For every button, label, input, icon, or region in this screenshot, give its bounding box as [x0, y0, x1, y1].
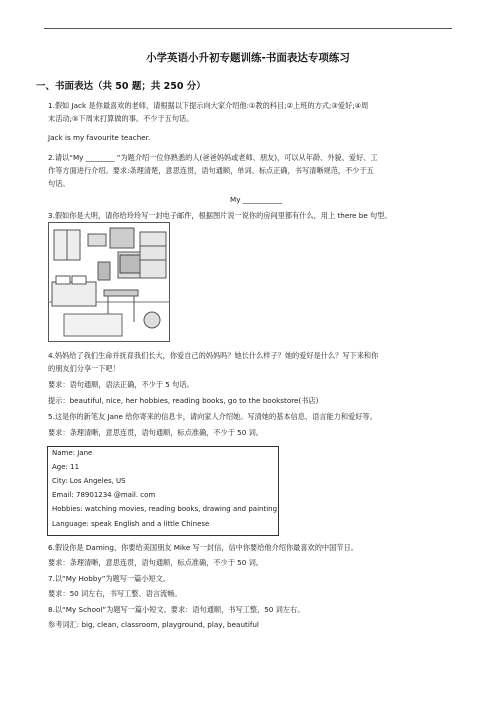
q2-line3: 句话。	[48, 179, 70, 188]
q8-reference-words: 参考词汇: big, clean, classroom, playground, play, beautiful	[48, 620, 259, 629]
q1-start-sentence: Jack is my favourite teacher.	[48, 133, 151, 142]
q6-line1: 6.假设你是 Daming，你要给美国朋友 Mike 写一封信，信中你要给他介绍你最喜欢的中国节日。	[48, 543, 358, 552]
card-age: Age: 11	[52, 463, 80, 471]
q5-requirement: 要求：条理清晰，意思连贯，语句通顺，标点准确，不少于 50 词。	[48, 428, 263, 437]
q7-line1: 7.以“My Hobby”为题写一篇小短文。	[48, 574, 171, 583]
q4-requirement: 要求：语句通顺，语法正确，不少于 5 句话。	[48, 380, 194, 389]
q4-line1: 4.妈妈给了我们生命并抚育我们长大，你爱自己的妈妈吗？她长什么样子？她的爱好是什么？写下来和你	[48, 351, 379, 360]
card-language: Language: speak English and a little Chinese	[52, 520, 210, 528]
section-heading: 一、书面表达（共 50 题；共 250 分）	[36, 81, 206, 92]
q2-line2: 作等方面进行介绍。要求:条理清楚，意思连贯，语句通顺，单词、标点正确，书写清晰规范，不少于五	[48, 166, 374, 175]
header-rule	[44, 28, 452, 29]
q2-heading: My ___________	[230, 195, 283, 204]
bedroom-illustration	[48, 222, 170, 342]
q5-line1: 5.这是你的新笔友 Jane 给你寄来的信息卡，请向家人介绍她。写清她的基本信息、语言能力和爱好等。	[48, 412, 377, 421]
q6-requirement: 要求：条理清晰，意思连贯，语句通顺，标点准确，不少于 50 词。	[48, 558, 263, 567]
card-hobbies: Hobbies: watching movies, reading books, drawing and painting	[52, 505, 278, 513]
card-email: Email: 78901234 @mail. com	[52, 491, 156, 499]
q4-line2: 的朋友们分享一下吧！	[48, 364, 120, 373]
q1-line2: 末活动;⑤下周末打算做的事。不少于五句话。	[48, 114, 194, 123]
q1-line1: 1.假如 Jack 是你最喜欢的老师，请根据以下提示向大家介绍他:①教的科目;②上班的方式;③爱好;④周	[48, 101, 369, 110]
page-title: 小学英语小升初专题训练-书面表达专项练习	[146, 52, 350, 64]
q8-line1: 8.以“My School”为题写一篇小短文。要求：语句通顺，书写工整，50 词左右。	[48, 605, 305, 614]
penpal-info-card	[47, 446, 279, 536]
q4-hint: 提示：beautiful, nice, her hobbies, reading books, go to the bookstore(书店)	[48, 396, 319, 405]
q7-requirement: 要求：50 词左右，书写工整、语言流畅。	[48, 589, 182, 598]
q3-line1: 3.假如你是大明，请你给玲玲写一封电子邮件，根据图片说一说你的房间里都有什么，用上 there be 句型。	[48, 211, 392, 220]
q2-line1: 2.请以“My ________ ”为题介绍一位你熟悉的人(爸爸妈妈或老师、朋友)，可以从年龄、外貌、爱好、工	[48, 153, 378, 162]
card-city: City: Los Angeles, US	[52, 477, 126, 485]
card-name: Name: Jane	[52, 449, 93, 457]
